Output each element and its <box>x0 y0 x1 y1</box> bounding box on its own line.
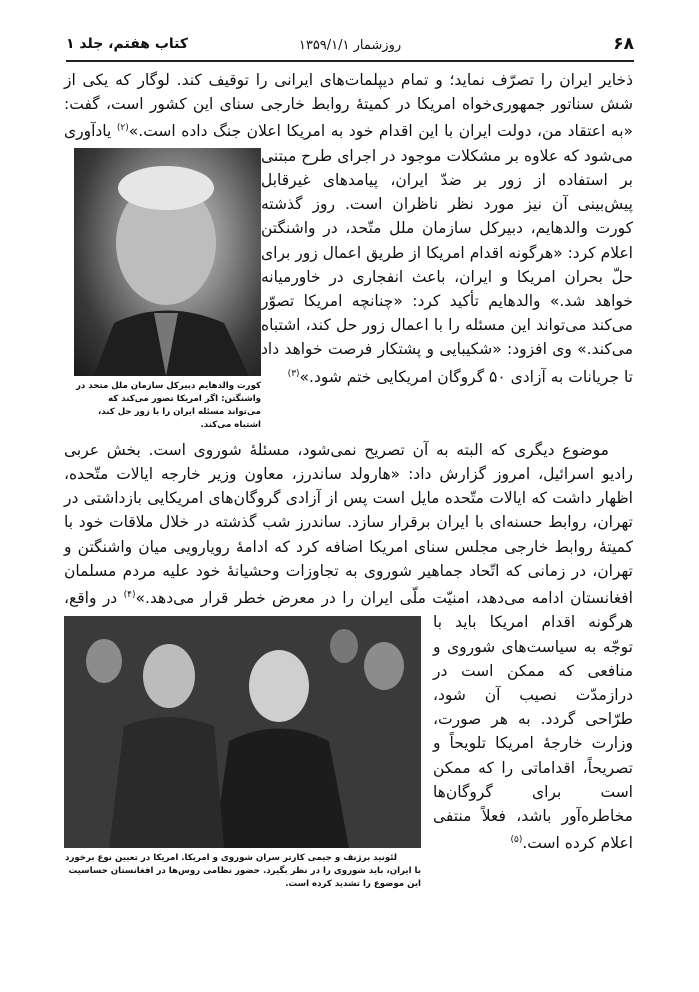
waldheim-photo <box>74 148 261 376</box>
paragraph-1-top: ذخایر ایران را تصرّف نماید؛ و تمام دیپلمات‌های ایرانی را توقیف کند. لوگار که یکی از شش سناتور جمهوری‌خواه امریکا در کمیتهٔ روابط خارجی سنای این کشور است، گفت: «به اعتقاد من، دولت ایران با این اقدام خود به امریکا اعلان جنگ داده است.» <box>64 71 633 141</box>
paragraph-1 <box>64 68 633 430</box>
page-header <box>66 30 634 62</box>
paragraph-2 <box>64 438 633 890</box>
figure-2-caption: لئونید برژنف و جیمی کارتر سران شوروی و امریکا. امریکا در تعیین نوع برخورد با ایران، باید شوروی را در نظر بگیرد. حضور نظامی روس‌ها در افغانستان حساسیت این موضوع را تشدید کرده است. <box>65 853 421 890</box>
figure-waldheim <box>74 148 261 432</box>
figure-1-caption: کورت والدهایم دبیرکل سازمان ملل متحد در واشنگتن: اگر امریکا تصور می‌کند که می‌تواند مسئله ایران را با زور حل کند، اشتباه می‌کند. <box>75 380 261 430</box>
paragraph-2-rest: در واقع، هرگونه اقدام امریکا باید با توجّه به سیاست‌های شوروی و منافعی که ممکن است در درازمدّت نصیب آن شود، طرّاحی گردد. به هر صورت، وزارت خارجهٔ امریکا تلویحاً و تصریحاً، اقداماتی را که ممکن است برای گروگان‌ها مخاطره‌آور باشد، فعلاً منتفی اعلام کرده است. <box>64 589 633 853</box>
footnote-ref-3: (۳) <box>287 368 300 379</box>
page-number: ۶۸ <box>613 34 634 54</box>
footnote-ref-5: (۵) <box>510 835 523 846</box>
header-date: روزشمار ۱۳۵۹/۱/۱ <box>298 38 402 53</box>
paragraph-2-text: موضوع دیگری که البته به آن تصریح نمی‌شود، مسئلهٔ شوروی است. بخش عربی رادیو اسرائیل، امروز گزارش داد: «هارولد ساندرز، معاون وزیر خارجه ایالات متّحده، اظهار داشت که ایالات متّحده مایل است پس از آزادی گروگان‌های امریکایی بازداشتی در تهران، روابط حسنه‌ای با ایران برقرار سازد. ساندرز شب گذشته در خلال ملاقات خود با کمیتهٔ روابط خارجی مجلس سنای امریکا اضافه کرد که ادامهٔ رویارویی میان واشنگتن و تهران، در زمانی که اتّحاد جماهیر شوروی به تجاوزات وحشیانهٔ خود علیه مردم مسلمان افغانستان ادامه می‌دهد، امنیّت ملّی ایران را در معرض خطر قرار می‌دهد.» <box>64 440 633 608</box>
footnote-ref-4: (۴) <box>123 589 136 600</box>
figure-brezhnev-carter <box>64 616 421 891</box>
page-body <box>64 68 633 891</box>
footnote-ref-2: (۲) <box>116 123 129 134</box>
paragraph-1-rest: یادآوری می‌شود که علاوه بر مشکلات موجود در اجرای طرح مبتنی بر استفاده از زور بر ضدّ ایران، پیامدهای غیرقابل پیش‌بینی آن نیز مورد نظر ناظران است. روز گذشته کورت والدهایم، دبیرکل سازمان ملل متّحد، در واشنگتن اعلام کرد: «هرگونه اقدام امریکا از طریق اعمال زور برای حلّ بحران امریکا و ایران، باعث انفجاری در خاورمیانه خواهد شد.» والدهایم تأکید کرد: «چنانچه امریکا تصوّر می‌کند می‌تواند این مسئله را با اعمال زور حل کند، اشتباه می‌کند.» وی افزود: «شکیبایی و پشتکار فرصت خواهد داد تا جریانات به آزادی ۵۰ گروگان امریکایی ختم شود.» <box>64 122 633 386</box>
book-title: کتاب هفتم، جلد ۱ <box>66 36 189 52</box>
brezhnev-carter-photo <box>64 616 421 848</box>
